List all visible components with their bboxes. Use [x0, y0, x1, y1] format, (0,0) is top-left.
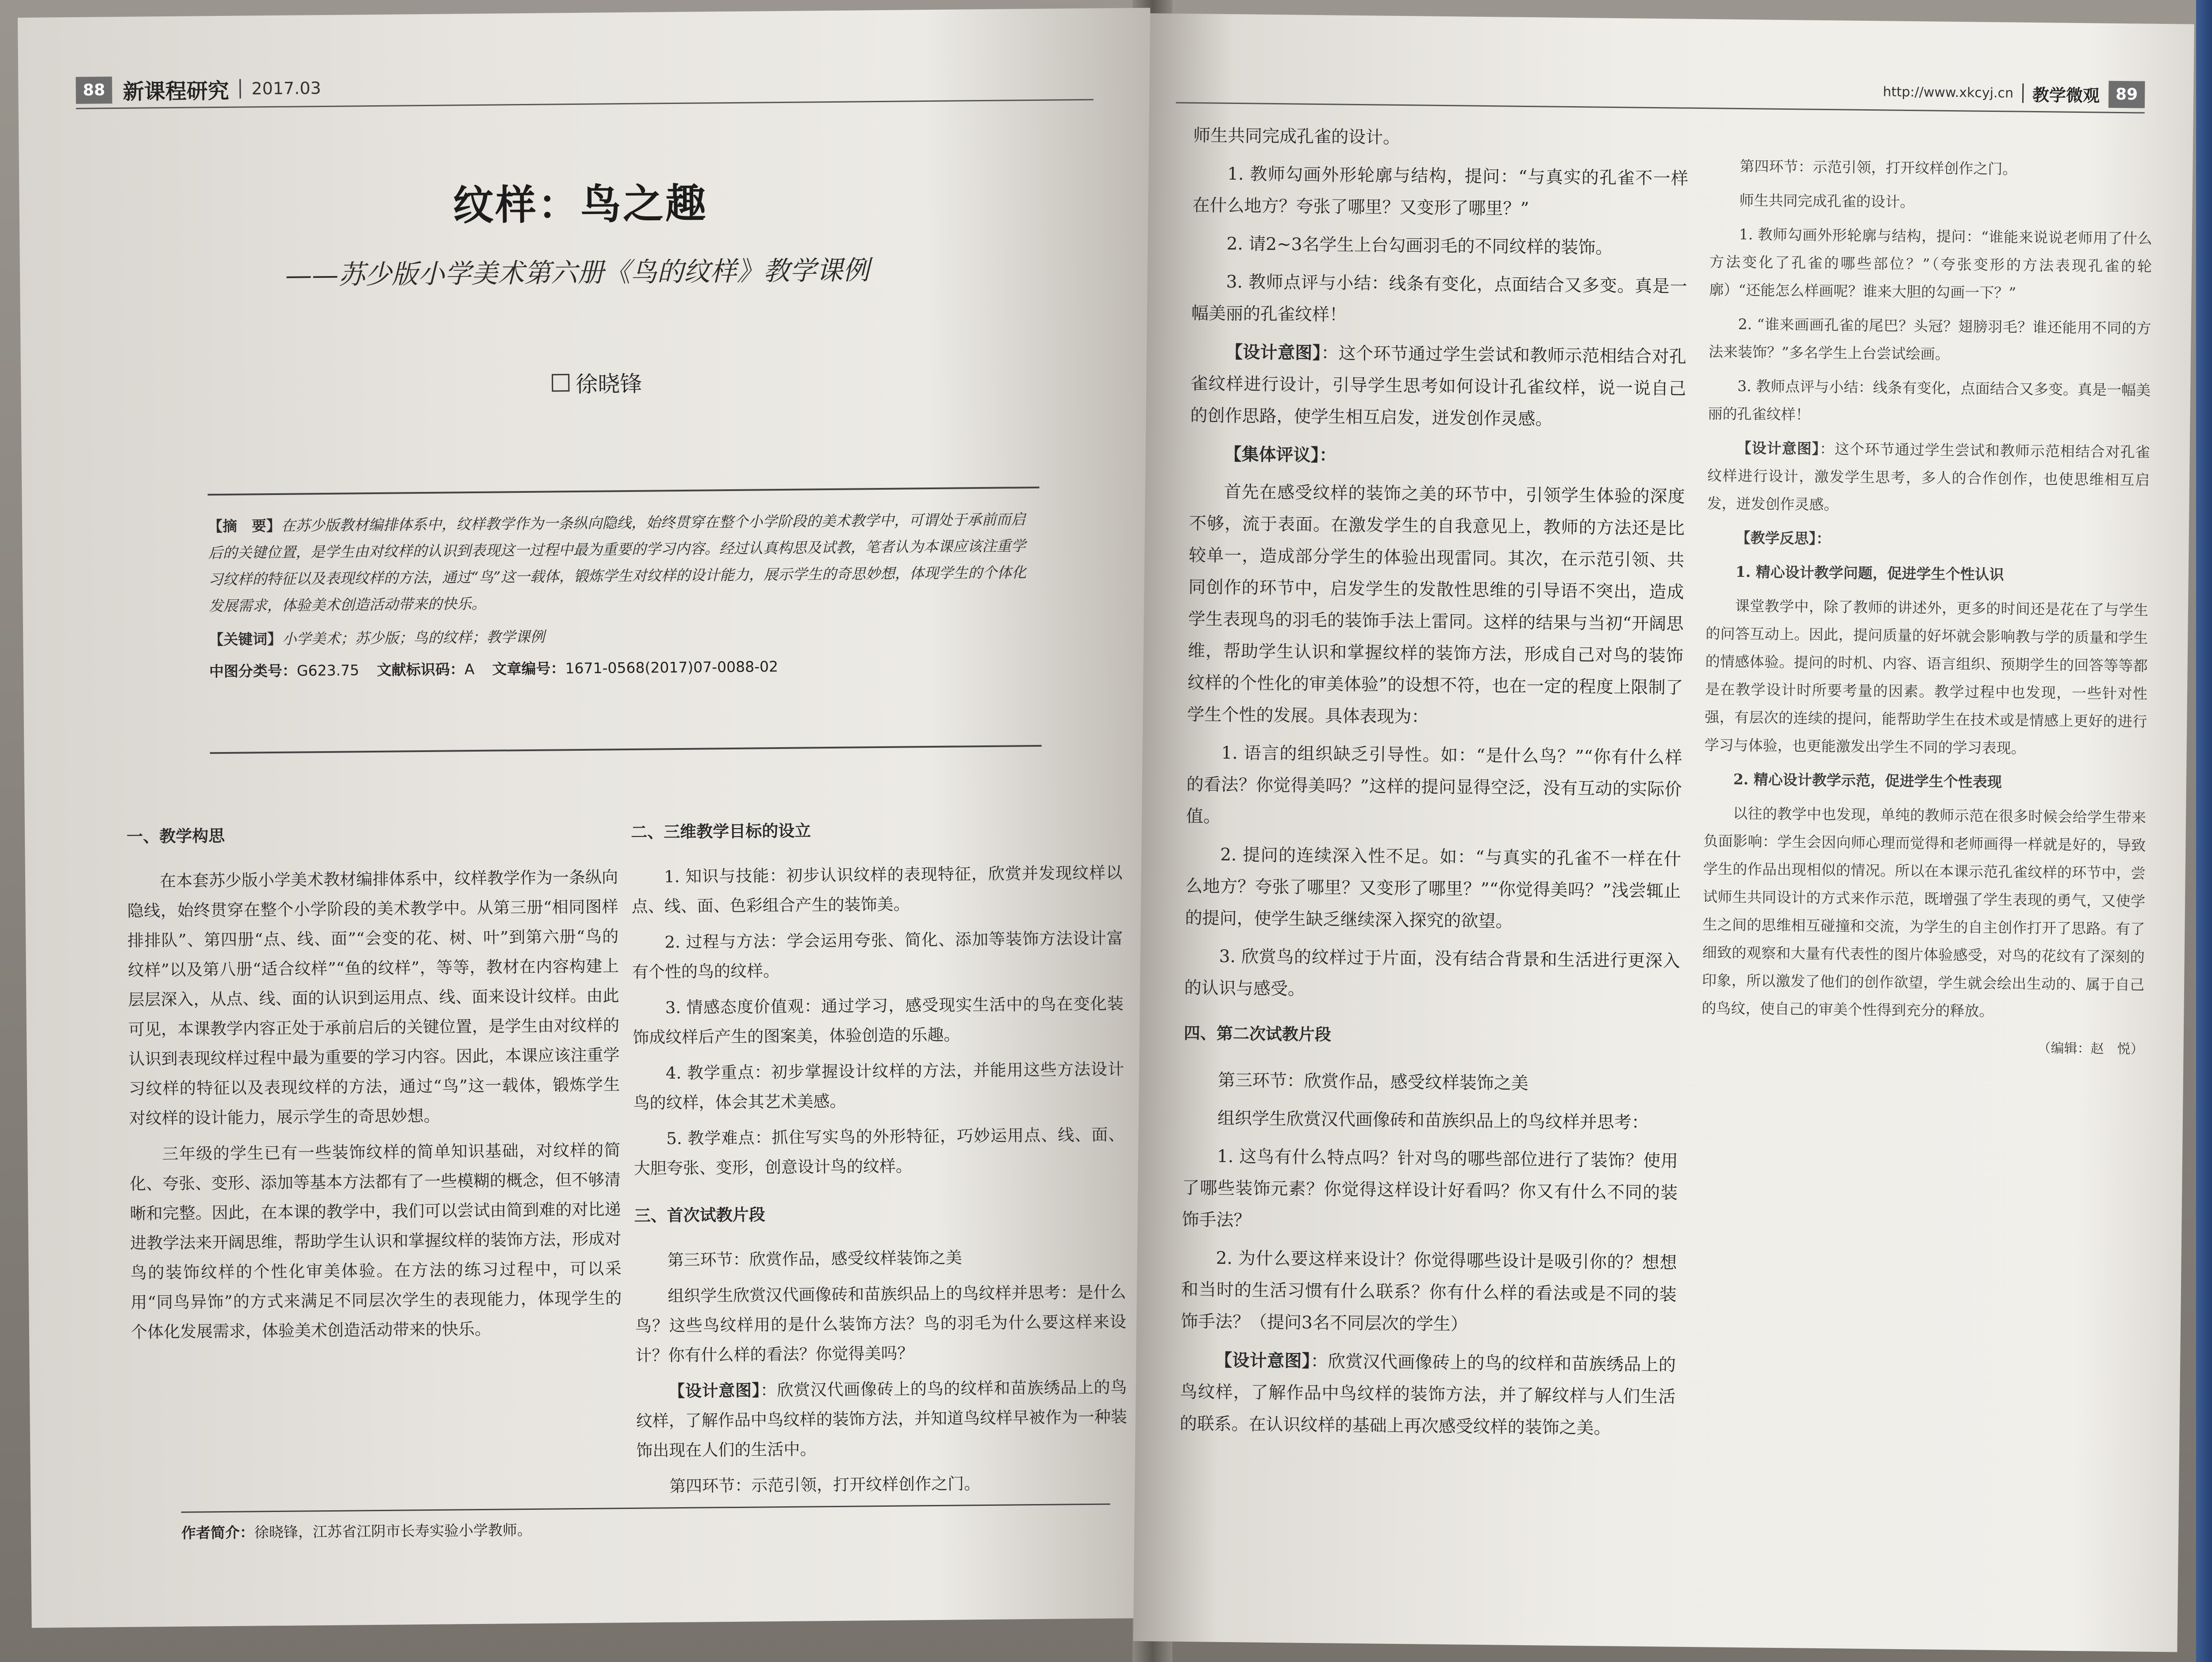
goal-item: 1. 知识与技能：初步认识纹样的表现特征，欣赏并发现纹样以点、线、面、色彩组合产生的装饰美。	[631, 863, 1123, 916]
abstract	[208, 506, 1041, 619]
paragraph: 课堂教学中，除了教师的讲述外，更多的时间还是花在了与学生的问答互动上。因此，提问质量的好坏就会影响教与学的质量和学生的情感体验。提问的时机、内容、语言组织、预期学生的回答等等都是在教学设计时所要考量的因素。教学过程中也发现，一些针对性强，有层次的连续的提问，能帮助学生在技术或是情感上更好的进行学习与体验，也更能激发出学生不同的学习表现。	[1704, 597, 2149, 757]
left-page	[18, 8, 1164, 1628]
design-intent-label: 【设计意图】	[1736, 439, 1820, 457]
article-number-field	[492, 655, 778, 679]
design-intent-text: ：欣赏汉代画像砖上的鸟的纹样和苗族绣品上的鸟纹样，了解作品中鸟纹样的装饰方法，并知道鸟纹样早被作为一种装饰出现在人们的生活中。	[636, 1378, 1127, 1460]
paragraph: 第四环节：示范引领，打开纹样创作之门。	[1740, 157, 2017, 178]
right-running-head	[1176, 67, 2145, 114]
subheading: 1. 精心设计教学问题，促进学生个性认识	[1735, 563, 2004, 583]
review-heading: 【集体评议】：	[1224, 444, 1337, 466]
clc-value: G623.75	[296, 661, 360, 679]
article-subtitle: ——苏少版小学美术第六册《鸟的纹样》教学课例	[285, 255, 870, 291]
keywords	[209, 619, 1041, 653]
author-note-label: 作者简介：	[181, 1524, 255, 1542]
design-intent-text: ：这个环节通过学生尝试和教师示范相结合对孔雀纹样进行设计，激发学生思考，多人的合作创作，也使思维相互启发，迸发创作灵感。	[1707, 440, 2150, 514]
paragraph: 在本套苏少版小学美术教材编排体系中，纹样教学作为一条纵向隐线，始终贯穿在整个小学阶段的美术教学中。从第三册“相同图样排排队”、第四册“点、线、面”“会变的花、树、叶”到第六册“鸟的纹样”以及第八册“适合纹样”“鱼的纹样”，等等，教材在内容构建上层层深入，从点、线、面的认识到运用点、线、面来设计纹样。由此可见，本课教学内容正处于承前启后的关键位置，是学生由对纹样的认识到表现纹样过程中最为重要的学习内容。因此，本课应该注重学习纹样的特征以及表现纹样的方法，通过“鸟”这一载体，锻炼学生对纹样的设计能力，展示学生的奇思妙想。	[127, 867, 620, 1128]
journal-name: 新课程研究	[123, 78, 229, 104]
doc-value: A	[464, 660, 475, 678]
keywords-label: 【关键词】	[209, 630, 282, 649]
paragraph: 三年级的学生已有一些装饰纹样的简单知识基础，对纹样的简化、夸张、变形、添加等基本方法都有了一些模糊的概念，但不够清晰和完整。因此，在本课的教学中，我们可以尝试由简到难的对比递进教学法来开阔思维，帮助学生认识和掌握纹样的装饰方法，形成对鸟的装饰纹样的个性化审美体验。在方法的练习过程中，可以采用“同鸟异饰”的方式来满足不同层次学生的表现能力，体现学生的个体化发展需求，体验美术创造活动带来的快乐。	[129, 1140, 622, 1342]
journal-url: http://www.xkcyj.cn	[1882, 84, 2014, 101]
subheading: 2. 精心设计教学示范，促进学生个性表现	[1733, 770, 2002, 791]
reflection-heading: 【教学反思】：	[1736, 529, 1831, 548]
clc-field	[209, 659, 359, 681]
goal-item: 2. 过程与方法：学会运用夸张、简化、添加等装饰方法设计富有个性的鸟的纹样。	[632, 929, 1123, 982]
right-page	[1133, 13, 2194, 1652]
article-title: 纹样：鸟之趣	[453, 180, 708, 230]
blue-background-edge	[2196, 0, 2212, 1662]
paragraph: 组织学生欣赏汉代画像砖和苗族织品上的鸟纹样并思考：是什么鸟？这些鸟纹样用的是什么装饰方法？鸟的羽毛为什么要这样来设计？你有什么样的看法？你觉得美吗？	[635, 1282, 1127, 1365]
author-note-text: 徐晓锋，江苏省江阴市长寿实验小学教师。	[254, 1521, 532, 1541]
left-column-1	[127, 818, 622, 1353]
abstract-text: 在苏少版教材编排体系中，纹样教学作为一条纵向隐线，始终贯穿在整个小学阶段的美术教学中，可谓处于承前而启后的关键位置，是学生由对纹样的认识到表现这一过程中最为重要的学习内容。经过认真构思及试教，笔者认为本课应该注重学习纹样的特征以及表现纹样的方法，通过“鸟”这一载体，锻炼学生对纹样的设计能力，展示学生的奇思妙想，体现学生的个体化发展需求，体验美术创造活动带来的快乐。	[208, 510, 1026, 615]
paragraph: 以往的教学中也发现，单纯的教师示范在很多时候会给学生带来负面影响：学生会因向师心理而觉得和老师画得一样就是好的，导致学生的作品出现相似的情况。所以在本课示范孔雀纹样的环节中，尝试师生共同设计的方式来作示范，既增强了学生表现的勇气，又使学生之间的思维相互碰撞和交流，为学生的自主创作打开了思路。有了细致的观察和大量有代表性的图片体验感受，对鸟的花纹有了深刻的印象，所以激发了他们的创作欲望，学生就会绘出生动的、属于自己的鸟纹，使自己的审美个性得到充分的释放。	[1701, 804, 2147, 1020]
goal-item: 5. 教学难点：抓住写实鸟的外形特征，巧妙运用点、线、面、大胆夸张、变形，创意设计鸟的纹样。	[634, 1125, 1125, 1178]
classification-line	[209, 653, 1041, 681]
author-note	[181, 1504, 1110, 1543]
design-intent-label: 【设计意图】	[668, 1380, 760, 1401]
goal-item: 3. 情感态度价值观：通过学习，感受现实生活中的鸟在变化装饰成纹样后产生的图案美，体验创造的乐趣。	[632, 994, 1124, 1047]
paragraph: 第三环节：欣赏作品，感受纹样装饰之美	[1217, 1070, 1528, 1094]
paragraph: 第三环节：欣赏作品，感受纹样装饰之美	[667, 1248, 962, 1270]
paragraph: 组织学生欣赏汉代画像砖和苗族织品上的鸟纹样并思考：	[1217, 1108, 1649, 1133]
design-intent-label: 【设计意图】	[1225, 342, 1321, 364]
paragraph: 1. 教师勾画外形轮廓与结构，提问：“与真实的孔雀不一样在什么地方？夸张了哪里？又变形了哪里？”	[1192, 164, 1689, 219]
paragraph: 1. 教师勾画外形轮廓与结构，提问：“谁能来说说老师用了什么方法变化了孔雀的哪些部位？”（夸张变形的方法表现孔雀的轮廓）“还能怎么样画呢？谁来大胆的勾画一下？”	[1709, 225, 2152, 302]
paragraph: 2. 提问的连续深入性不足。如：“与真实的孔雀不一样在什么地方？夸张了哪里？又变形了哪里？”“你觉得美吗？”浅尝辄止的提问，使学生缺乏继续深入探究的欲望。	[1185, 844, 1682, 932]
paragraph: 3. 教师点评与小结：线条有变化，点面结合又多变。真是一幅美丽的孔雀纹样！	[1191, 272, 1687, 325]
doc-field	[377, 658, 475, 679]
paragraph: 第四环节：示范引领，打开纹样创作之门。	[669, 1474, 981, 1496]
paragraph: 3. 教师点评与小结：线条有变化，点面结合又多变。真是一幅美丽的孔雀纹样！	[1708, 377, 2151, 423]
design-intent	[636, 1372, 1128, 1466]
paragraph: 2. 为什么要这样来设计？你觉得哪些设计是吸引你的？想想和当时的生活习惯有什么联系？你有什么样的看法或是不同的装饰手法？（提问3名不同层次的学生）	[1180, 1248, 1677, 1335]
article-number-value: 1671-0568(2017)07-0088-02	[565, 658, 779, 677]
divider	[2022, 84, 2024, 103]
paragraph: 师生共同完成孔雀的设计。	[1193, 126, 1401, 148]
right-column-1	[1179, 120, 1689, 1451]
paragraph: 2. “谁来画画孔雀的尾巴？头冠？翅膀羽毛？谁还能用不同的方法来装饰？”多名学生上台尝试绘画。	[1708, 315, 2151, 363]
author-name: 徐晓锋	[576, 371, 642, 398]
doc-label: 文献标识码：	[376, 660, 465, 679]
section-heading: 四、第二次试教片段	[1183, 1023, 1332, 1044]
design-intent	[1707, 434, 2150, 522]
design-intent-text: ：这个环节通过学生尝试和教师示范相结合对孔雀纹样进行设计，引导学生思考如何设计孔雀纹样，说一说自己的创作思路，使学生相互启发，迸发创作灵感。	[1190, 343, 1687, 430]
paragraph: 2. 请2~3名学生上台勾画羽毛的不同纹样的装饰。	[1226, 234, 1613, 258]
paragraph: 1. 这鸟有什么特点吗？针对鸟的哪些部位进行了装饰？使用了哪些装饰元素？你觉得这样设计好看吗？你又有什么不同的装饰手法？	[1182, 1146, 1678, 1231]
paragraph: 3. 欣赏鸟的纹样过于片面，没有结合背景和生活进行更深入的认识与感受。	[1184, 946, 1680, 999]
design-intent	[1190, 336, 1686, 437]
left-running-head	[76, 64, 1094, 109]
editor-credit: （编辑：赵 悦）	[2037, 1040, 2144, 1057]
column-name: 教学微观	[2032, 85, 2100, 105]
square-icon	[552, 374, 569, 392]
divider	[239, 79, 241, 99]
right-column-2	[1701, 152, 2153, 1063]
clc-label: 中图分类号：	[209, 662, 297, 680]
article-number-label: 文章编号：	[492, 660, 565, 678]
abstract-block	[207, 487, 1041, 754]
page-number: 89	[2108, 81, 2145, 108]
design-intent-text: ：欣赏汉代画像砖上的鸟的纹样和苗族绣品上的鸟纹样，了解作品中鸟纹样的装饰方法，并了解纹样与人们生活的联系。在认识纹样的基础上再次感受纹样的装饰之美。	[1179, 1351, 1676, 1439]
section-heading: 三、首次试教片段	[634, 1205, 765, 1225]
goal-item: 4. 教学重点：初步掌握设计纹样的方法，并能用这些方法设计鸟的纹样，体会其艺术美感。	[633, 1059, 1125, 1113]
abstract-label: 【摘 要】	[207, 517, 281, 535]
design-intent-label: 【设计意图】	[1214, 1350, 1311, 1371]
paragraph: 1. 语言的组织缺乏引导性。如：“是什么鸟？”“你有什么样的看法？你觉得美吗？”这样的提问显得空泛，没有互动的实际价值。	[1186, 743, 1682, 827]
keywords-text: 小学美术；苏少版；鸟的纹样；教学课例	[282, 628, 545, 648]
design-intent	[1179, 1344, 1676, 1445]
section-heading: 一、教学构思	[126, 826, 225, 846]
left-column-2	[631, 813, 1128, 1508]
paragraph: 首先在感受纹样的装饰之美的环节中，引领学生体验的深度不够，流于表面。在激发学生的自我意见上，教师的方法还是比较单一，造成部分学生的体验出现雷同。其次，在示范引领、共同创作的环节中，启发学生的发散性思维的引导语不突出，造成学生表现鸟的羽毛的装饰手法上雷同。这样的结果与当初“开阔思维，帮助学生认识和掌握纹样的装饰方法，形成自己对鸟的装饰纹样的个性化的审美体验”的设想不符，也在一定的程度上限制了学生个性的发展。具体表现为：	[1187, 482, 1685, 727]
page-number: 88	[76, 77, 112, 104]
author-line	[552, 366, 642, 399]
section-heading: 二、三维教学目标的设立	[630, 821, 811, 842]
paragraph: 师生共同完成孔雀的设计。	[1739, 191, 1915, 211]
journal-issue: 2017.03	[251, 78, 321, 99]
